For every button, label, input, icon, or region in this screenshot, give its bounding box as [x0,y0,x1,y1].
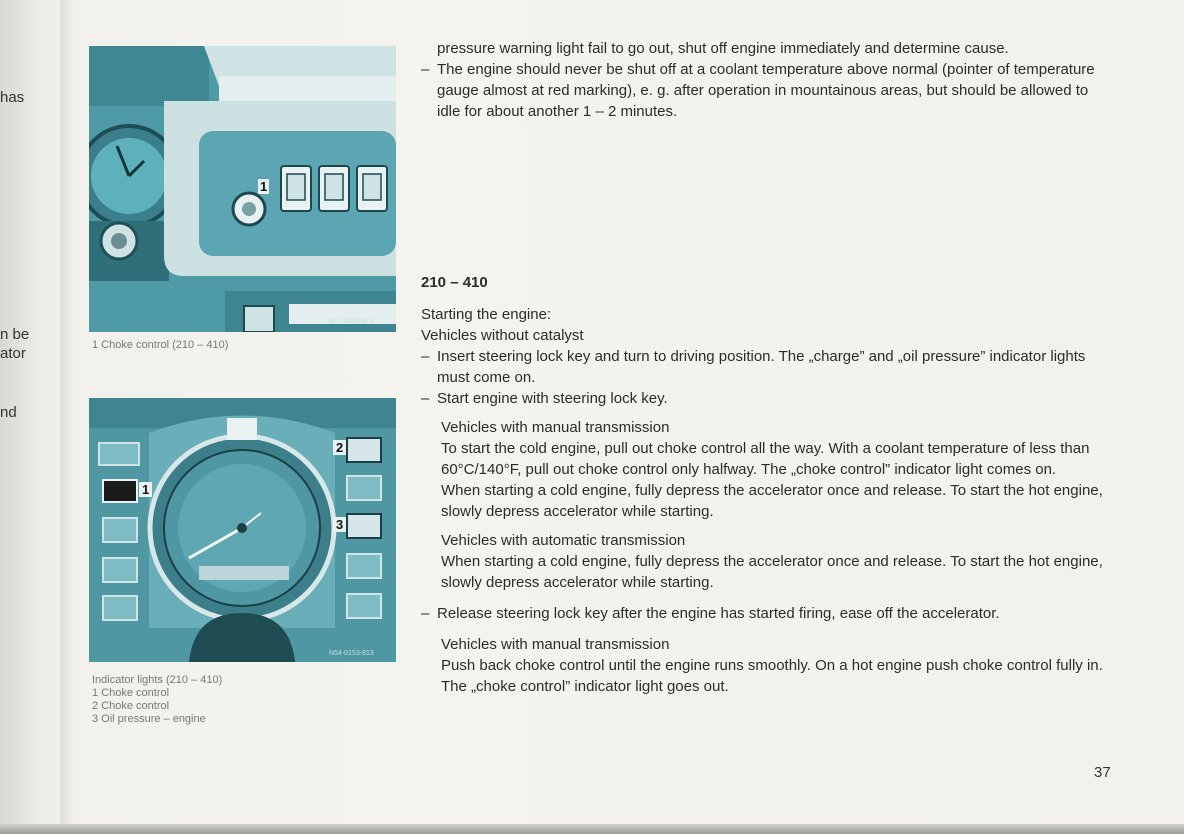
section-heading: 210 – 410 [421,274,488,291]
left-page-fragment: n be [0,326,30,343]
choke-control-photo [89,46,396,332]
subheading: Vehicles with automatic transmission [441,532,686,549]
paragraph: Starting the engine: [421,306,552,323]
figure-code: N07-0002-813 [329,318,374,325]
callout-number: 2 [333,440,346,455]
indicator-lights-photo [89,398,396,662]
top-text-block [421,38,1111,122]
left-page-fragment: ator [0,345,26,362]
caption-item: 1 Choke control [92,687,170,699]
callout-number: 1 [139,482,152,497]
manual-transmission-block [421,417,1111,522]
page-number: 37 [1094,764,1111,781]
paragraph: Vehicles without catalyst [421,327,584,344]
paragraph: When starting a cold engine, fully depress the accelerator once and release. To start the hot engine, slowly depress accelerator while starting. [441,553,1103,591]
starting-section [421,272,1111,697]
instrument-cluster-illustration [89,398,396,662]
automatic-transmission-block [421,530,1111,593]
paragraph: pressure warning light fail to go out, shut off engine immediately and determine cause. [437,40,1009,57]
manual-transmission-block-2 [421,634,1111,697]
left-page-fragment: has [0,89,25,106]
callout-number: 1 [260,179,268,194]
book-spine-shadow [60,0,74,824]
paragraph: When starting a cold engine, fully depress the accelerator once and release. To start the hot engine, slowly depress accelerator while starting. [441,482,1103,520]
figure-caption [92,674,222,726]
paragraph: To start the cold engine, pull out choke control all the way. With a coolant temperature of less than 60°C/140°F, pull out choke control only halfway. The „choke control” indicator light comes on. [441,440,1090,478]
bullet-item: – Release steering lock key after the engine has started firing, ease off the accelerator. [421,603,1111,624]
bullet-item: – Start engine with steering lock key. [421,388,1111,409]
left-page-fragment: nd [0,404,17,421]
page-bottom-edge [0,824,1184,834]
dashboard-illustration [89,46,396,332]
caption-title: Indicator lights (210 – 410) [92,674,223,686]
subheading: Vehicles with manual transmission [441,636,670,653]
paragraph: Push back choke control until the engine runs smoothly. On a hot engine push choke control fully in. The „choke control” indicator light goes out. [441,657,1103,695]
figure-caption: 1 Choke control (210 – 410) [92,339,229,351]
caption-item: 3 Oil pressure – engine [92,713,206,725]
caption-item: 2 Choke control [92,700,170,712]
bullet-item: – The engine should never be shut off at a coolant temperature above normal (pointer of temperature gauge almost at red marking), e. g. after operation in mountainous areas, but should be allowed to idle for about another 1 – 2 minutes. [421,59,1111,122]
callout-number: 3 [333,517,346,532]
figure-code: N54-0153-813 [329,650,374,657]
subheading: Vehicles with manual transmission [441,419,670,436]
bullet-item: – Insert steering lock key and turn to driving position. The „charge” and „oil pressure” indicator lights must come on. [421,346,1111,388]
